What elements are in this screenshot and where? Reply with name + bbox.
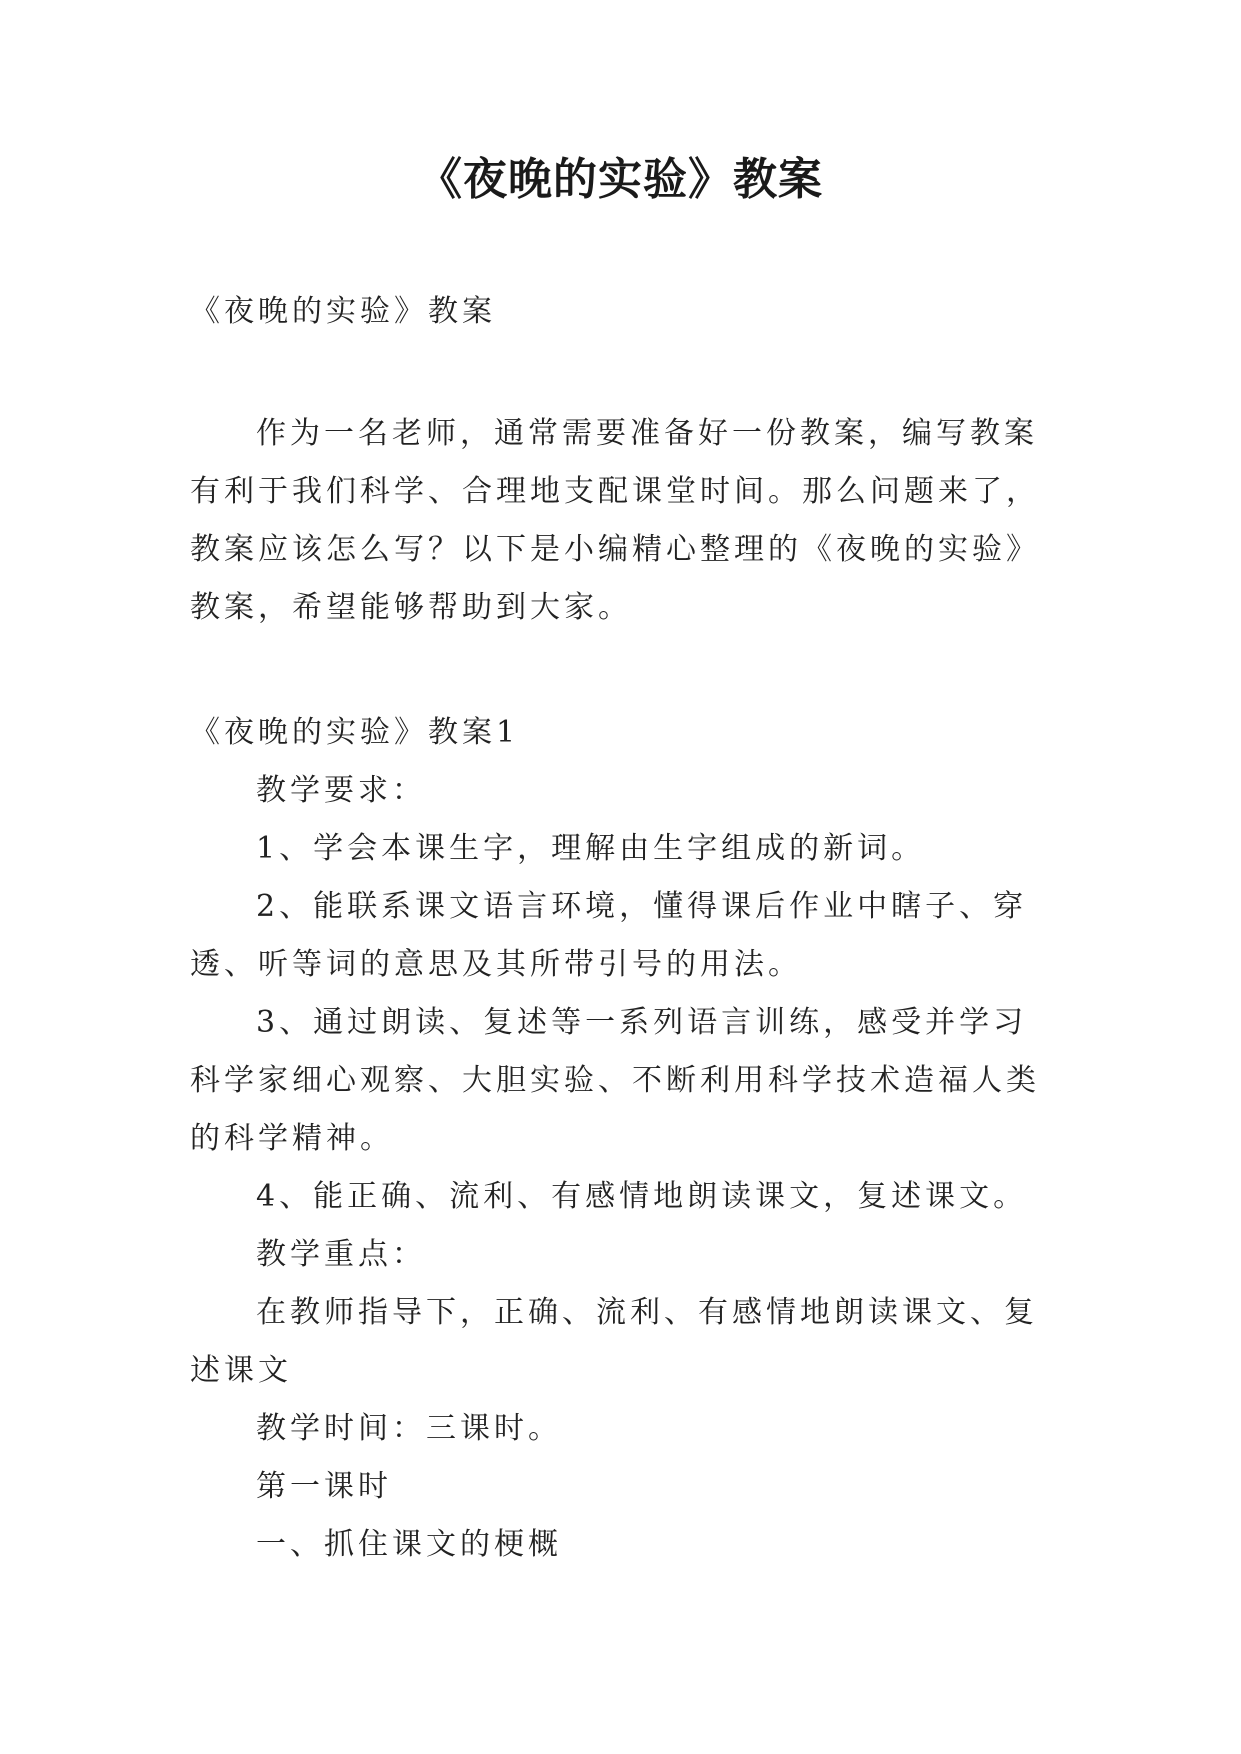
paragraph-item-1: 1、学会本课生字，理解由生字组成的新词。 [256,831,926,866]
paragraph-item-4: 4、能正确、流利、有感情地朗读课文，复述课文。 [256,1179,1028,1214]
section-heading: 《夜晚的实验》教案1 [190,715,520,750]
lesson-section [190,704,1060,1574]
paragraph-teaching-focus: 教学重点： [256,1237,426,1272]
paragraph-step-1: 一、抓住课文的梗概 [256,1527,562,1562]
paragraph-first-lesson: 第一课时 [256,1469,392,1504]
document-subtitle: 《夜晚的实验》教案 [190,294,496,329]
paragraph-item-3: 3、通过朗读、复述等一系列语言训练，感受并学习科学家细心观察、大胆实验、不断利用科学技术造福人类的科学精神。 [190,1005,1040,1156]
paragraph-item-2: 2、能联系课文语言环境，懂得课后作业中瞎子、穿透、听等词的意思及其所带引号的用法。 [190,889,1028,982]
paragraph-teaching-requirements: 教学要求： [256,773,426,808]
intro-paragraph: 作为一名老师，通常需要准备好一份教案，编写教案有利于我们科学、合理地支配课堂时间。那么问题来了，教案应该怎么写？以下是小编精心整理的《夜晚的实验》教案，希望能够帮助到大家。 [190,416,1040,625]
paragraph-focus-detail: 在教师指导下，正确、流利、有感情地朗读课文、复述课文 [190,1295,1038,1388]
document-title: 《夜晚的实验》教案 [418,154,823,205]
paragraph-teaching-time: 教学时间：三课时。 [256,1411,562,1446]
